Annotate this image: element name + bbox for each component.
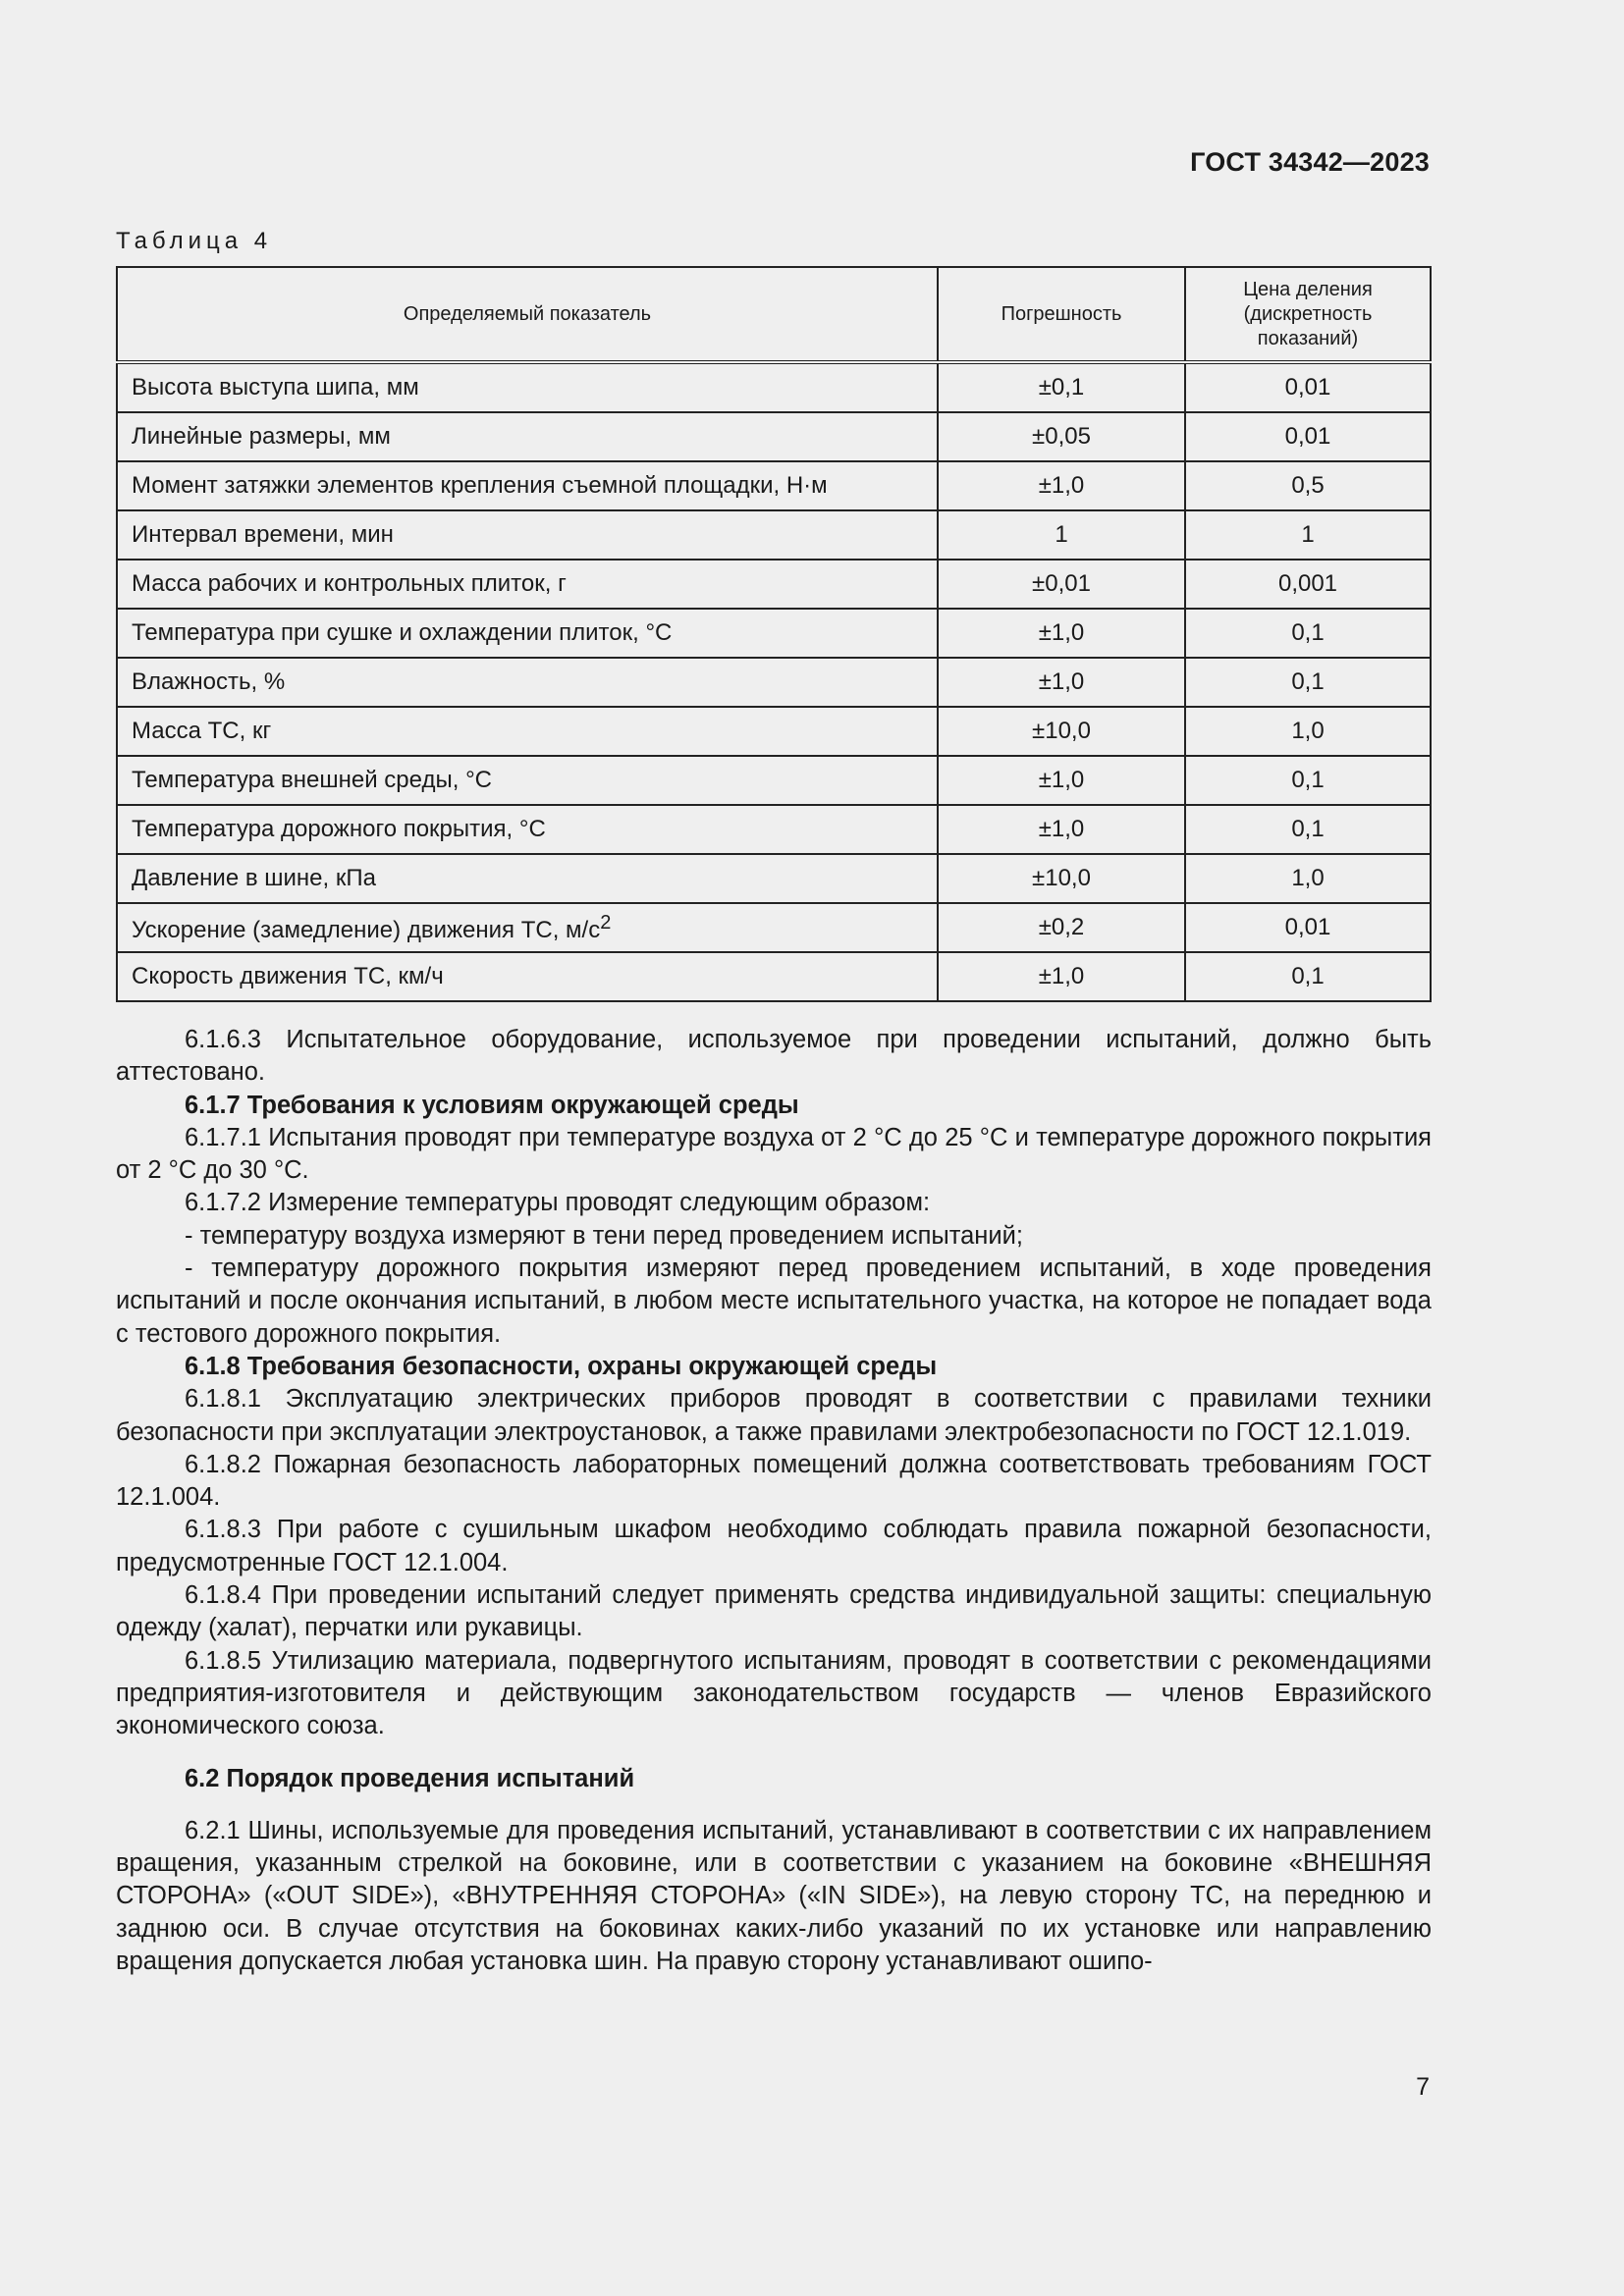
error-cell: ±1,0 [938, 609, 1185, 658]
division-cell: 0,1 [1185, 609, 1431, 658]
column-header-parameter: Определяемый показатель [117, 267, 938, 362]
table-row [117, 854, 1431, 903]
table-row [117, 461, 1431, 510]
table-row [117, 756, 1431, 805]
error-cell: ±0,01 [938, 560, 1185, 609]
parameter-cell [117, 854, 938, 903]
measurement-accuracy-table [116, 266, 1432, 1002]
parameter-cell [117, 510, 938, 560]
division-cell: 1 [1185, 510, 1431, 560]
error-cell: ±10,0 [938, 854, 1185, 903]
division-cell: 1,0 [1185, 854, 1431, 903]
division-cell: 0,1 [1185, 658, 1431, 707]
unit-exponent: 2 [600, 911, 612, 934]
parameter-name: Давление в шине, кПа [132, 865, 376, 891]
table-row [117, 412, 1431, 461]
error-cell: ±1,0 [938, 658, 1185, 707]
parameter-name: Линейные размеры, мм [132, 423, 391, 450]
parameter-name: Ускорение (замедление) движения ТС, м/с [132, 916, 601, 943]
table-row [117, 510, 1431, 560]
parameter-name: Влажность, % [132, 668, 286, 695]
division-cell: 0,01 [1185, 412, 1431, 461]
paragraph: 6.1.8.3 При работе с сушильным шкафом необходимо соблюдать правила пожарной безопасности, предусмотренные ГОСТ 12.1.004. [116, 1516, 1432, 1576]
paragraph: 6.1.8.5 Утилизацию материала, подвергнутого испытаниям, проводят в соответствии с рекомендациями предприятия-изготовителя и действующим законодательством государств — членов Евразийского экономического союза. [116, 1646, 1432, 1740]
table-row [117, 805, 1431, 854]
parameter-cell [117, 756, 938, 805]
table-row [117, 560, 1431, 609]
paragraph: 6.1.8.2 Пожарная безопасность лабораторных помещений должна соответствовать требованиям ГОСТ 12.1.004. [116, 1450, 1432, 1512]
error-cell: ±1,0 [938, 805, 1185, 854]
section-heading: 6.1.8 Требования безопасности, охраны окружающей среды [185, 1352, 938, 1380]
parameter-cell [117, 658, 938, 707]
table-caption: Таблица 4 [116, 228, 273, 254]
error-cell: ±0,2 [938, 903, 1185, 952]
paragraph: 6.1.8.4 При проведении испытаний следует применять средства индивидуальной защиты: специальную одежду (халат), перчатки или рукавицы. [116, 1581, 1432, 1642]
paragraph: 6.1.7.1 Испытания проводят при температуре воздуха от 2 °С до 25 °С и температуре дорожного покрытия от 2 °С до 30 °С. [116, 1123, 1432, 1185]
column-header-error: Погрешность [938, 267, 1185, 362]
parameter-cell [117, 609, 938, 658]
paragraph: - температуру дорожного покрытия измеряют перед проведением испытаний, в ходе проведения испытаний и после окончания испытаний, в любом месте испытательного участка, на которое не попадает вода с тестового дорожного покрытия. [116, 1255, 1432, 1348]
parameter-name: Температура внешней среды, °С [132, 767, 492, 793]
parameter-cell [117, 707, 938, 756]
table-row [117, 362, 1431, 412]
parameter-cell [117, 412, 938, 461]
error-cell: ±10,0 [938, 707, 1185, 756]
body-text [116, 1024, 1432, 1978]
parameter-cell [117, 461, 938, 510]
paragraph: - температуру воздуха измеряют в тени перед проведением испытаний; [185, 1221, 1023, 1250]
division-cell: 0,1 [1185, 952, 1431, 1001]
table-header-row [117, 267, 1431, 362]
division-cell: 0,5 [1185, 461, 1431, 510]
parameter-name: Масса ТС, кг [132, 718, 272, 744]
parameter-name: Температура при сушке и охлаждении плиток, °С [132, 619, 673, 646]
parameter-cell [117, 805, 938, 854]
division-cell: 0,01 [1185, 903, 1431, 952]
parameter-name: Интервал времени, мин [132, 521, 394, 548]
division-cell: 0,1 [1185, 805, 1431, 854]
parameter-name: Момент затяжки элементов крепления съемной площадки, Н·м [132, 472, 828, 499]
parameter-name: Масса рабочих и контрольных плиток, г [132, 570, 567, 597]
error-cell: ±1,0 [938, 461, 1185, 510]
page-number: 7 [1416, 2073, 1430, 2101]
paragraph: 6.1.6.3 Испытательное оборудование, используемое при проведении испытаний, должно быть аттестовано. [116, 1026, 1432, 1087]
parameter-name: Высота выступа шипа, мм [132, 374, 419, 400]
division-cell: 0,1 [1185, 756, 1431, 805]
table-row [117, 952, 1431, 1001]
error-cell: ±0,1 [938, 362, 1185, 412]
paragraph: 6.1.7.2 Измерение температуры проводят следующим образом: [185, 1189, 931, 1217]
error-cell: 1 [938, 510, 1185, 560]
column-header-division: Цена деления (дискретность показаний) [1185, 267, 1431, 362]
parameter-cell [117, 903, 938, 952]
division-cell: 1,0 [1185, 707, 1431, 756]
paragraph: 6.2.1 Шины, используемые для проведения испытаний, устанавливают в соответствии с их направлением вращения, указанным стрелкой на боковине, или в соответствии с указанием на боковине «ВНЕШНЯЯ СТОРОНА» («OUT SIDE»), «ВНУТРЕННЯЯ СТОРОНА» («IN SIDE»), на левую сторону ТС, на переднюю и заднюю оси. В случае отсутствия на боковинах каких-либо указаний по их установке или направлению вращения допускается любая установка шин. На правую сторону устанавливают ошипо- [116, 1816, 1432, 1976]
table-row [117, 609, 1431, 658]
parameter-cell [117, 362, 938, 412]
parameter-name: Температура дорожного покрытия, °С [132, 816, 546, 842]
parameter-cell [117, 560, 938, 609]
table-row [117, 707, 1431, 756]
division-cell: 0,001 [1185, 560, 1431, 609]
standard-designation: ГОСТ 34342—2023 [1190, 147, 1430, 177]
section-heading: 6.1.7 Требования к условиям окружающей среды [185, 1091, 799, 1119]
division-cell: 0,01 [1185, 362, 1431, 412]
parameter-name: Скорость движения ТС, км/ч [132, 963, 444, 989]
parameter-cell [117, 952, 938, 1001]
error-cell: ±0,05 [938, 412, 1185, 461]
section-heading: 6.2 Порядок проведения испытаний [185, 1764, 635, 1792]
paragraph: 6.1.8.1 Эксплуатацию электрических приборов проводят в соответствии с правилами техники безопасности при эксплуатации электроустановок, а также правилами электробезопасности по ГОСТ 12.1.019. [116, 1385, 1432, 1446]
table-row [117, 658, 1431, 707]
table-row [117, 903, 1431, 952]
error-cell: ±1,0 [938, 952, 1185, 1001]
error-cell: ±1,0 [938, 756, 1185, 805]
